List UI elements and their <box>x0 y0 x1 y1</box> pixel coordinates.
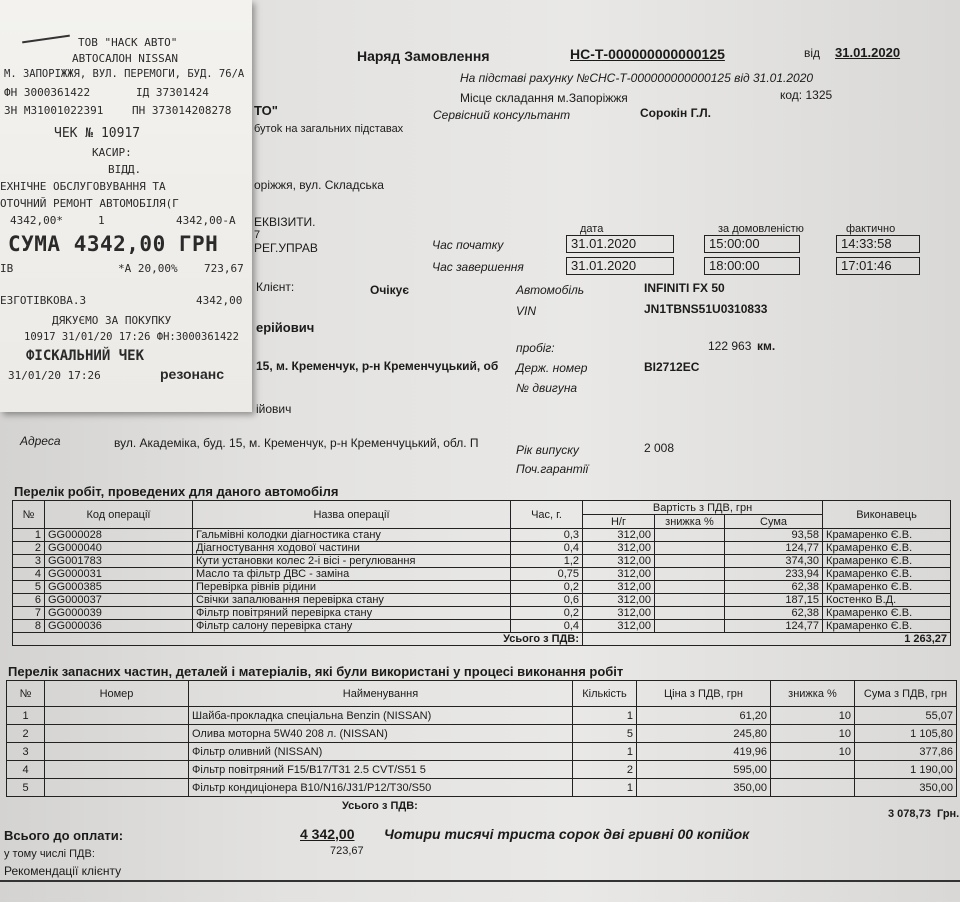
works-cell-code: GG000036 <box>45 620 193 633</box>
works-cell-sum: 62,38 <box>725 607 823 620</box>
start-actual-field: 14:33:58 <box>836 235 920 253</box>
works-cell-exec: Крамаренко Є.В. <box>823 568 951 581</box>
works-cell-n: 1 <box>13 529 45 542</box>
receipt-vat-amount: 723,67 <box>204 262 244 275</box>
parts-row <box>7 707 957 725</box>
works-row <box>13 529 951 542</box>
works-cell-disc <box>655 529 725 542</box>
plate-label: Держ. номер <box>516 361 588 375</box>
parts-cell-qty: 1 <box>573 779 637 797</box>
end-date-field: 31.01.2020 <box>566 257 674 275</box>
parts-col-qty: Кількість <box>573 681 637 707</box>
works-row <box>13 581 951 594</box>
parts-cell-disc <box>771 761 855 779</box>
address-label: Адреса <box>20 434 61 448</box>
works-cell-rate: 312,00 <box>583 594 655 607</box>
year-label: Рік випуску <box>516 443 579 457</box>
receipt-check-no: ЧЕК № 10917 <box>54 126 141 141</box>
receipt-dept: ВІДД. <box>108 163 142 176</box>
works-cell-exec: Крамаренко Є.В. <box>823 581 951 594</box>
receipt-footer: 10917 31/01/20 17:26 ФН:3000361422 <box>24 331 239 343</box>
works-cell-hours: 0,4 <box>511 542 583 555</box>
vat-value: 723,67 <box>330 845 364 857</box>
pen-mark <box>22 35 70 44</box>
col-date-label: дата <box>580 223 604 235</box>
parts-cell-price: 61,20 <box>637 707 771 725</box>
works-cell-n: 6 <box>13 594 45 607</box>
works-cell-rate: 312,00 <box>583 581 655 594</box>
works-cell-code: GG000385 <box>45 581 193 594</box>
parts-cell-name: Фільтр оливний (NISSAN) <box>189 743 573 761</box>
plate-value: BI2712EC <box>644 360 700 374</box>
works-cell-disc <box>655 620 725 633</box>
start-date-field: 31.01.2020 <box>566 235 674 253</box>
works-col-discount: знижка % <box>655 515 725 529</box>
receipt-fiscal-label: ФІСКАЛЬНИЙ ЧЕК <box>26 348 145 364</box>
client-label: Клієнт: <box>256 280 295 294</box>
works-cell-rate: 312,00 <box>583 568 655 581</box>
works-cell-sum: 93,58 <box>725 529 823 542</box>
works-cell-n: 5 <box>13 581 45 594</box>
works-cell-disc <box>655 555 725 568</box>
pay-label: Всього до оплати: <box>4 828 124 843</box>
works-cell-sum: 233,94 <box>725 568 823 581</box>
car-model: INFINITI FX 50 <box>644 281 725 295</box>
parts-total-value: 3 078,73 <box>888 808 931 820</box>
receipt-zn: ЗН М31001022391 <box>4 104 104 117</box>
recommend-label: Рекомендації клієнту <box>4 864 122 878</box>
works-title: Перелік робіт, проведених для даного автомобіля <box>14 484 339 499</box>
works-cell-n: 2 <box>13 542 45 555</box>
parts-cell-price: 419,96 <box>637 743 771 761</box>
works-row <box>13 594 951 607</box>
works-cell-rate: 312,00 <box>583 529 655 542</box>
parts-cell-name: Олива моторна 5W40 208 л. (NISSAN) <box>189 725 573 743</box>
parts-row <box>7 725 957 743</box>
parts-cell-sum: 377,86 <box>855 743 957 761</box>
doc-basis: На підставі рахунку №СНС-Т-000000000000125 від 31.01.2020 <box>460 71 814 85</box>
works-cell-name: Гальмівні колодки діагностика стану <box>193 529 511 542</box>
parts-total-label: Усього з ПДВ: <box>342 800 418 812</box>
parts-total-unit: Грн. <box>937 808 960 820</box>
works-cell-rate: 312,00 <box>583 620 655 633</box>
org-status: бутok на загальних підставах <box>254 123 404 135</box>
works-col-sum: Сума <box>725 515 823 529</box>
org-address: оріжжя, вул. Складська <box>254 178 384 192</box>
parts-row <box>7 779 957 797</box>
receipt-brand-logo: резонанс <box>160 366 224 382</box>
receipt-thanks: ДЯКУЄМО ЗА ПОКУПКУ <box>52 314 172 327</box>
consultant-label: Сервісний консультант <box>433 108 571 122</box>
vin-label: VIN <box>516 304 537 318</box>
works-cell-hours: 0,2 <box>511 607 583 620</box>
fiscal-receipt <box>0 0 252 412</box>
works-cell-disc <box>655 568 725 581</box>
parts-cell-n: 2 <box>7 725 45 743</box>
works-row <box>13 542 951 555</box>
parts-cell-n: 1 <box>7 707 45 725</box>
receipt-fn: ФН 3000361422 <box>4 86 91 99</box>
receipt-service-2: ОТОЧНИЙ РЕМОНТ АВТОМОБІЛЯ(Г <box>0 197 179 210</box>
works-cell-code: GG000028 <box>45 529 193 542</box>
works-cell-name: Масло та фільтр ДВС - заміна <box>193 568 511 581</box>
col-actual-label: фактично <box>846 223 896 235</box>
parts-cell-num <box>45 761 189 779</box>
works-cell-hours: 0,6 <box>511 594 583 607</box>
parts-cell-disc: 10 <box>771 725 855 743</box>
receipt-line-sum: 4342,00-А <box>176 214 236 227</box>
works-cell-code: GG000040 <box>45 542 193 555</box>
parts-cell-n: 3 <box>7 743 45 761</box>
works-cell-name: Діагностування ходової частини <box>193 542 511 555</box>
parts-title: Перелік запасних частин, деталей і матеріалів, які були використані у процесі виконання робіт <box>8 664 624 679</box>
doc-number: НС-Т-000000000000125 <box>570 46 725 62</box>
vin-value: JN1TBNS51U0310833 <box>644 302 768 316</box>
works-cell-disc <box>655 581 725 594</box>
works-cell-sum: 374,30 <box>725 555 823 568</box>
parts-cell-qty: 1 <box>573 743 637 761</box>
works-cell-name: Фільтр салону перевірка стану <box>193 620 511 633</box>
parts-cell-sum: 1 190,00 <box>855 761 957 779</box>
works-cell-disc <box>655 594 725 607</box>
works-row <box>13 555 951 568</box>
parts-cell-num <box>45 707 189 725</box>
works-cell-exec: Крамаренко Є.В. <box>823 555 951 568</box>
receipt-vat-rate: *А 20,00% <box>118 262 178 275</box>
works-table <box>12 500 951 646</box>
parts-cell-name: Фільтр кондиціонера B10/N16/J31/P12/T30/S50 <box>189 779 573 797</box>
parts-cell-disc: 10 <box>771 707 855 725</box>
works-cell-disc <box>655 607 725 620</box>
receipt-pn: ПН 373014208278 <box>132 104 232 117</box>
car-label: Автомобіль <box>516 283 585 297</box>
works-cell-hours: 0,3 <box>511 529 583 542</box>
col-agreed-label: за домовленістю <box>718 223 804 235</box>
receipt-vat-left: ІВ <box>0 262 14 275</box>
pay-words: Чотири тисячі триста сорок дві гривні 00 копійок <box>384 826 750 842</box>
parts-col-discount: знижка % <box>771 681 855 707</box>
receipt-price: 4342,00* <box>10 214 63 227</box>
works-col-hours: Час, г. <box>511 501 583 529</box>
receipt-cashier: КАСИР: <box>92 146 132 159</box>
parts-cell-qty: 2 <box>573 761 637 779</box>
works-cell-rate: 312,00 <box>583 607 655 620</box>
client-waits: Очікує <box>370 283 409 297</box>
works-cell-exec: Костенко В.Д. <box>823 594 951 607</box>
works-cell-hours: 0,4 <box>511 620 583 633</box>
works-cell-disc <box>655 542 725 555</box>
parts-table <box>6 680 957 797</box>
parts-col-name: Найменування <box>189 681 573 707</box>
client-patronymic-partial: ійович <box>256 402 292 416</box>
parts-cell-n: 5 <box>7 779 45 797</box>
works-cell-rate: 312,00 <box>583 555 655 568</box>
works-cell-name: Фільтр повітряний перевірка стану <box>193 607 511 620</box>
year-value: 2 008 <box>644 441 675 455</box>
parts-cell-qty: 1 <box>573 707 637 725</box>
parts-row <box>7 743 957 761</box>
doc-date-prefix: від <box>804 46 821 60</box>
works-col-rate: Н/г <box>583 515 655 529</box>
works-cell-sum: 62,38 <box>725 581 823 594</box>
works-col-name: Назва операції <box>193 501 511 529</box>
works-row <box>13 620 951 633</box>
doc-date: 31.01.2020 <box>835 45 901 60</box>
org-name-tail: ТО" <box>254 103 278 118</box>
parts-col-num: № <box>7 681 45 707</box>
receipt-payment-amount: 4342,00 <box>196 294 243 307</box>
works-cell-sum: 124,77 <box>725 620 823 633</box>
org-registration: РЕГ.УПРАВ <box>254 241 318 255</box>
works-cell-code: GG000039 <box>45 607 193 620</box>
client-name-partial: ерійович <box>256 320 315 335</box>
pay-amount: 4 342,00 <box>300 826 355 842</box>
warranty-label: Поч.гарантії <box>516 462 589 476</box>
receipt-service-1: ЕХНІЧНЕ ОБСЛУГОВУВАННЯ ТА <box>0 180 166 193</box>
works-cell-exec: Крамаренко Є.В. <box>823 529 951 542</box>
works-cell-rate: 312,00 <box>583 542 655 555</box>
address-value: вул. Академіка, буд. 15, м. Кременчук, р-н Кременчуцький, обл. П <box>114 436 479 450</box>
parts-cell-n: 4 <box>7 761 45 779</box>
works-cell-exec: Крамаренко Є.В. <box>823 542 951 555</box>
works-cell-n: 8 <box>13 620 45 633</box>
receipt-footer-date: 31/01/20 17:26 <box>8 369 101 382</box>
mileage-label: пробіг: <box>516 341 555 355</box>
parts-cell-num <box>45 725 189 743</box>
works-total-value: 1 263,27 <box>583 633 951 646</box>
consultant-name: Сорокін Г.Л. <box>640 106 711 120</box>
works-col-cost-group: Вартість з ПДВ, грн <box>583 501 823 515</box>
parts-cell-price: 245,80 <box>637 725 771 743</box>
works-total-label: Усього з ПДВ: <box>13 633 583 646</box>
receipt-total: СУМА 4342,00 ГРН <box>8 232 219 256</box>
parts-col-price: Ціна з ПДВ, грн <box>637 681 771 707</box>
start-agreed-field: 15:00:00 <box>704 235 800 253</box>
works-col-num: № <box>13 501 45 529</box>
works-cell-n: 4 <box>13 568 45 581</box>
parts-cell-num <box>45 743 189 761</box>
works-cell-n: 7 <box>13 607 45 620</box>
receipt-address: М. ЗАПОРІЖЖЯ, ВУЛ. ПЕРЕМОГИ, БУД. 76/А <box>4 68 245 80</box>
works-cell-n: 3 <box>13 555 45 568</box>
end-actual-field: 17:01:46 <box>836 257 920 275</box>
works-cell-code: GG000037 <box>45 594 193 607</box>
mileage-value: 122 963 <box>708 339 752 353</box>
end-agreed-field: 18:00:00 <box>704 257 800 275</box>
works-cell-exec: Крамаренко Є.В. <box>823 620 951 633</box>
start-time-label: Час початку <box>432 238 504 252</box>
works-cell-hours: 1,2 <box>511 555 583 568</box>
works-row <box>13 568 951 581</box>
receipt-dealer: АВТОСАЛОН NISSAN <box>72 52 178 65</box>
works-cell-name: Свічки запалювання перевірка стану <box>193 594 511 607</box>
parts-col-sum: Сума з ПДВ, грн <box>855 681 957 707</box>
receipt-payment-type: ЕЗГОТІВКОВА.3 <box>0 294 87 307</box>
bottom-rule <box>0 880 960 882</box>
org-requisites: ЕКВІЗИТИ. <box>254 215 316 229</box>
parts-cell-disc <box>771 779 855 797</box>
works-row <box>13 607 951 620</box>
parts-cell-price: 595,00 <box>637 761 771 779</box>
works-cell-name: Кути установки колес 2-і вісі - регулювання <box>193 555 511 568</box>
receipt-id: ІД 37301424 <box>136 86 209 99</box>
mileage-unit: км. <box>757 339 776 353</box>
works-cell-sum: 124,77 <box>725 542 823 555</box>
engine-label: № двигуна <box>516 381 578 395</box>
works-cell-exec: Крамаренко Є.В. <box>823 607 951 620</box>
org-requisites-num: 7 <box>254 229 261 241</box>
works-cell-code: GG000031 <box>45 568 193 581</box>
parts-cell-num <box>45 779 189 797</box>
parts-cell-disc: 10 <box>771 743 855 761</box>
doc-title: Наряд Замовлення <box>357 48 490 64</box>
works-cell-code: GG001783 <box>45 555 193 568</box>
parts-cell-sum: 350,00 <box>855 779 957 797</box>
receipt-company: ТОВ "НАСК АВТО" <box>78 36 178 49</box>
parts-cell-sum: 55,07 <box>855 707 957 725</box>
receipt-qty: 1 <box>98 214 105 227</box>
works-col-executor: Виконавець <box>823 501 951 529</box>
works-cell-hours: 0,75 <box>511 568 583 581</box>
parts-cell-name: Шайба-прокладка спеціальна Benzin (NISSAN) <box>189 707 573 725</box>
works-col-code: Код операції <box>45 501 193 529</box>
parts-row <box>7 761 957 779</box>
parts-cell-sum: 1 105,80 <box>855 725 957 743</box>
works-cell-hours: 0,2 <box>511 581 583 594</box>
vat-label: у тому числі ПДВ: <box>4 848 95 860</box>
end-time-label: Час завершення <box>432 260 524 274</box>
parts-cell-qty: 5 <box>573 725 637 743</box>
doc-code: код: 1325 <box>780 88 833 102</box>
parts-col-number: Номер <box>45 681 189 707</box>
doc-place: Місце складання м.Запоріжжя <box>460 91 628 105</box>
works-cell-name: Перевірка рівнів рідини <box>193 581 511 594</box>
client-address-partial: 15, м. Кременчук, р-н Кременчуцький, об <box>256 359 499 373</box>
works-cell-sum: 187,15 <box>725 594 823 607</box>
parts-cell-price: 350,00 <box>637 779 771 797</box>
parts-cell-name: Фільтр повітряний F15/B17/T31 2.5 CVT/S51 5 <box>189 761 573 779</box>
